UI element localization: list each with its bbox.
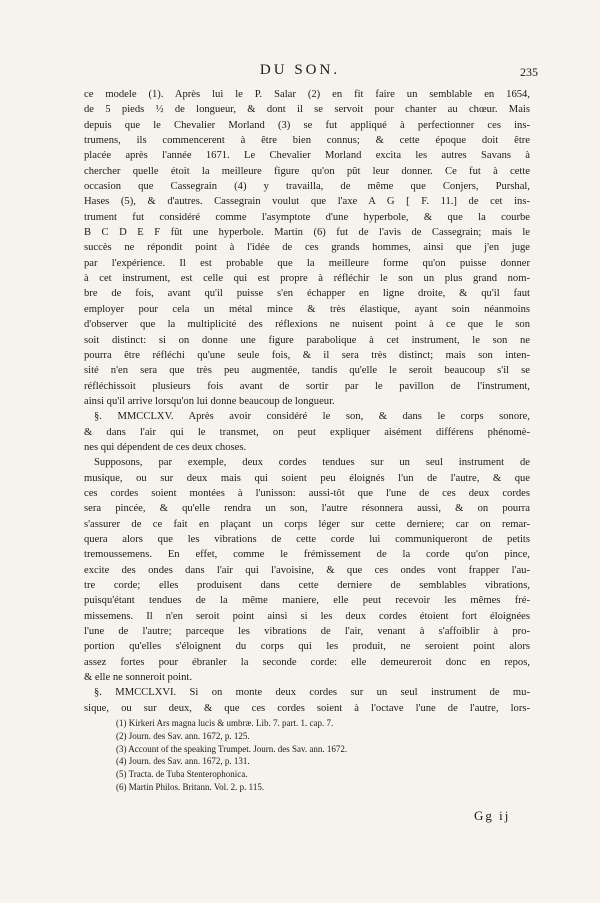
text-line: sique, ou sur deux, & que ces cordes soient à l'octave l'une de l'autre, lors- [84, 702, 530, 714]
text-line: de 5 pieds ½ de longueur, & dont il se servoit pour chanter au chœur. Mais [84, 104, 530, 116]
text-line: employer pour cela un métal mince & très élastique, ayant soin néanmoins [84, 303, 530, 315]
text-line: pourra être réfléchi qu'une seule fois, & il sera très distinct; mais son inten- [84, 349, 530, 361]
signature-mark: Gg ij [474, 808, 511, 823]
footnote: (6) Martin Philos. Britann. Vol. 2. p. 115. [116, 781, 265, 792]
text-line: ce modele (1). Après lui le P. Salar (2) en fit faire un semblable en 1654, [84, 89, 530, 100]
text-line: assez fortes pour ébranler la seconde corde: elle demeureroit donc en repos, [84, 656, 530, 668]
text-line: occasion que Cassegrain (4) y travailla, de même que Conjers, Purshal, [84, 181, 530, 193]
text-line: par l'expérience. Il est probable que la meilleure forme qu'on puisse donner [84, 257, 530, 269]
text-line: chercher quelle étoit la meilleure figure qu'on pût leur donner. Ce fut à cette [84, 165, 530, 177]
text-line: succès ne répondit point à l'idée de ces grands hommes, ainsi que j'en juge [84, 242, 530, 254]
text-line: nes qui dépendent de ces deux choses. [84, 441, 247, 453]
footnote: (5) Tracta. de Tuba Stenterophonica. [116, 769, 248, 780]
text-line: ces cordes soient montées à l'unisson: aussi-tôt que l'une de ces deux cordes [84, 487, 530, 499]
text-line: B C D E F fût une hyperbole. Martin (6) fut de l'avis de Cassegrain; mais le [84, 227, 530, 239]
footnote: (1) Kirkeri Ars magna lucis & umbræ. Lib. 7. part. 1. cap. 7. [116, 718, 334, 728]
text-line: l'une de l'autre; parceque les vibrations de l'air, venant à s'affoiblir à pro- [84, 626, 530, 638]
text-line: trument fut considéré comme l'asymptote d'une hyperbole, & que la courbe [84, 211, 530, 223]
text-line: §. MMCCLXV. Après avoir considéré le son, & dans le corps sonore, [94, 411, 530, 423]
text-line: depuis que le Chevalier Morland (3) se fut appliqué à perfectionner ces ins- [84, 119, 530, 131]
text-line: tremoussemens. En effet, comme le frémissement de la corde qu'on pince, [84, 549, 530, 561]
text-line: bre de fois, avant qu'il puisse s'en échapper en ligne droite, & qu'il faut [84, 288, 530, 300]
text-line: portion qu'elles s'éloignent du corps qui les produit, ne seroient point alors [84, 641, 530, 653]
text-line: Supposons, par exemple, deux cordes tendues sur un seul instrument de [94, 457, 530, 469]
running-head [0, 62, 600, 84]
text-line: réfléchissoit plusieurs fois avant de sortir par le pavillon de l'instrument, [84, 380, 530, 392]
body-text [84, 87, 530, 716]
text-line: puisqu'étant tendues de la même maniere, elle peut recevoir les mêmes fré- [84, 595, 530, 607]
text-line: quera alors que les vibrations de cette corde lui communiqueront de petits [84, 533, 530, 545]
text-line: placée après l'année 1671. Le Chevalier Morland excita les autres Savans à [84, 150, 530, 162]
text-line: trumens, ils commencerent à être bien connus; & cette époque doit être [84, 135, 530, 147]
text-line: ainsi qu'il arrive lorsqu'on lui donne beaucoup de longueur. [84, 395, 335, 407]
text-line: missemens. Il n'en seroit point ainsi si les deux cordes étoient fort éloignées [84, 610, 530, 622]
footnotes [116, 717, 516, 794]
text-line: excite des ondes dans l'air qui l'avoisine, & que ces ondes vont frapper l'au- [84, 564, 530, 576]
text-line: & elle ne sonneroit point. [84, 672, 192, 684]
text-line: & dans l'air qui le transmet, on peut expliquer aisément différens phénomè- [84, 426, 530, 438]
text-line: s'assurer de ce fait en plaçant un corps léger sur cette derniere; car on remar- [84, 518, 530, 530]
footnote: (3) Account of the speaking Trumpet. Journ. des Sav. ann. 1672. [116, 743, 348, 754]
text-line: tre corde; elles produisent dans cette derniere de semblables vibrations, [84, 580, 530, 591]
text-line: d'observer que la multiplicité des réflexions ne nuisent point à ce que le son [84, 319, 530, 331]
running-title: DU SON. [259, 62, 341, 78]
text-line: soit distinct: si on donne une figure parabolique à cet instrument, le son ne [84, 334, 530, 346]
text-line: musique, ou sur deux mais qui soient peu éloignés l'un de l'autre, & que [84, 472, 530, 484]
footnote: (2) Journ. des Sav. ann. 1672, p. 125. [116, 730, 250, 741]
text-line: sité n'en sera que très peu augmentée, tandis qu'elle le seroit beaucoup s'il se [84, 365, 530, 377]
text-line: à cet instrument, est celle qui est propre à réfléchir le son un plus grand nom- [84, 273, 530, 285]
text-line: §. MMCCLXVI. Si on monte deux cordes sur un seul instrument de mu- [94, 687, 530, 699]
text-line: sera pincée, & qu'elle rendra un son, l'autre résonnera aussi, & on pourra [84, 503, 530, 515]
text-line: Hases (5), & d'autres. Cassegrain voulut que l'axe A G [ F. 11.] de cet ins- [84, 196, 530, 208]
footnote: (4) Journ. des Sav. ann. 1672, p. 131. [116, 756, 250, 767]
page-number: 235 [520, 65, 538, 79]
